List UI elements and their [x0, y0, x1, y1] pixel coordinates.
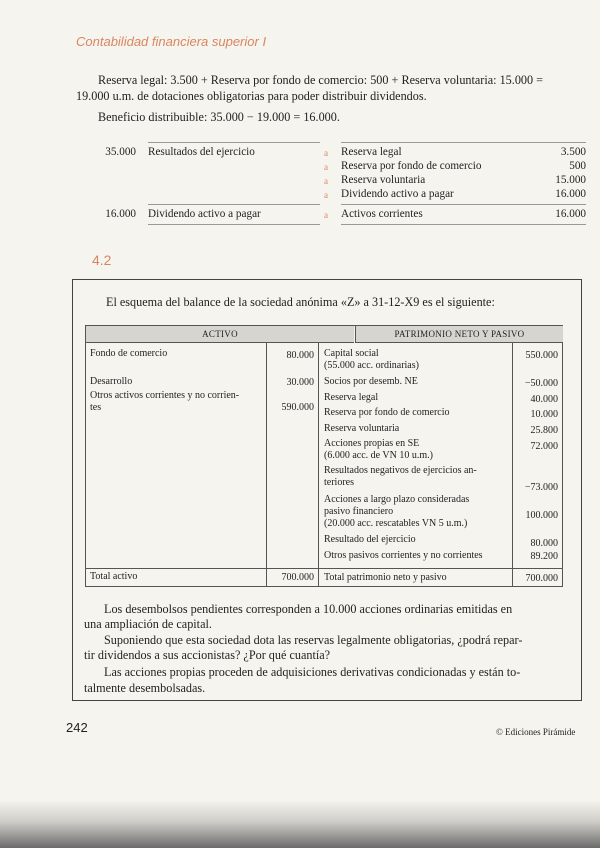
total-activo-label: Total activo — [90, 571, 138, 582]
solution-line-2: 19.000 u.m. de dotaciones obligatorias para poder distribuir dividendos. — [76, 89, 427, 103]
solution-line-3: Beneficio distribuible: 35.000 − 19.000 = 16.000. — [98, 110, 340, 124]
credit-amount: 16.000 — [555, 188, 586, 200]
debit-amount: 16.000 — [105, 208, 136, 220]
journal-rule — [341, 142, 586, 143]
pasivo-label: Capital social (55.000 acc. ordinarias) — [324, 348, 419, 371]
closing-p2a: Suponiendo que esta sociedad dota las reservas legalmente obligatorias, ¿podrá repar- — [104, 633, 523, 647]
a-marker: a — [324, 210, 328, 220]
pasivo-label: Acciones propias en SE (6.000 acc. de VN 10 u.m.) — [324, 438, 433, 461]
activo-value: 80.000 — [286, 350, 314, 361]
balance-sheet-table — [85, 325, 563, 587]
pasivo-value: 89.200 — [530, 551, 558, 562]
journal-row — [86, 160, 586, 174]
activo-label: Desarrollo — [90, 376, 133, 387]
credit-account: Dividendo activo a pagar — [341, 188, 454, 200]
pasivo-value: 80.000 — [530, 538, 558, 549]
publisher-credit: © Ediciones Pirámide — [496, 727, 576, 737]
running-head: Contabilidad financiera superior I — [76, 34, 267, 49]
pasivo-value: 72.000 — [530, 441, 558, 452]
pasivo-value: −50.000 — [524, 378, 558, 389]
pasivo-label: Resultados negativos de ejercicios an- teriores — [324, 465, 477, 488]
column-divider — [318, 342, 319, 586]
journal-rule — [341, 204, 586, 205]
closing-p3b: talmente desembolsadas. — [84, 681, 206, 695]
activo-header: ACTIVO — [86, 326, 354, 343]
column-divider — [266, 342, 267, 586]
a-marker: a — [324, 162, 328, 172]
closing-p2b: tir dividendos a sus accionistas? ¿Por qué cuantía? — [84, 648, 331, 662]
pasivo-value: 550.000 — [525, 350, 558, 361]
pasivo-label: Reserva legal — [324, 392, 379, 403]
page-edge-shadow — [0, 800, 600, 848]
pasivo-value: 100.000 — [525, 510, 558, 521]
pasivo-header: PATRIMONIO NETO Y PASIVO — [355, 326, 563, 343]
closing-p3a: Las acciones propias proceden de adquisiciones derivativas condicionadas y están to- — [104, 665, 521, 679]
pasivo-label: Otros pasivos corrientes y no corrientes — [324, 550, 483, 561]
column-divider — [512, 342, 513, 586]
pasivo-value: 25.800 — [530, 425, 558, 436]
a-marker: a — [324, 148, 328, 158]
activo-value: 590.000 — [281, 402, 314, 413]
total-divider — [86, 568, 562, 569]
debit-amount: 35.000 — [105, 146, 136, 158]
journal-row — [86, 146, 586, 160]
pasivo-label: Socios por desemb. NE — [324, 376, 418, 387]
solution-line-1: Reserva legal: 3.500 + Reserva por fondo de comercio: 500 + Reserva voluntaria: 15.000 = — [98, 73, 544, 87]
journal-rule — [148, 224, 320, 225]
a-marker: a — [324, 176, 328, 186]
pasivo-label: Resultado del ejercicio — [324, 534, 416, 545]
credit-account: Reserva por fondo de comercio — [341, 160, 482, 172]
pasivo-label: Acciones a largo plazo consideradas pasivo financiero (20.000 acc. rescatables VN 5 u.m.) — [324, 494, 470, 529]
credit-amount: 500 — [569, 160, 586, 172]
activo-value: 30.000 — [286, 377, 314, 388]
closing-p1b: una ampliación de capital. — [84, 617, 212, 631]
credit-account: Activos corrientes — [341, 208, 423, 220]
page-number: 242 — [66, 720, 88, 735]
activo-label: Otros activos corrientes y no corrien- tes — [90, 390, 240, 413]
pasivo-value: −73.000 — [524, 482, 558, 493]
journal-row — [86, 174, 586, 188]
journal-row — [86, 208, 586, 222]
total-pasivo-value: 700.000 — [525, 573, 558, 584]
credit-amount: 3.500 — [560, 146, 586, 158]
credit-account: Reserva legal — [341, 146, 402, 158]
closing-p1a: Los desembolsos pendientes corresponden a 10.000 acciones ordinarias emitidas en — [104, 602, 513, 616]
a-marker: a — [324, 190, 328, 200]
debit-account: Resultados del ejercicio — [148, 146, 255, 158]
journal-rule — [148, 142, 320, 143]
pasivo-value: 40.000 — [530, 394, 558, 405]
pasivo-label: Reserva por fondo de comercio — [324, 407, 450, 418]
debit-account: Dividendo activo a pagar — [148, 208, 261, 220]
credit-amount: 15.000 — [555, 174, 586, 186]
journal-row — [86, 188, 586, 202]
journal-rule — [148, 204, 320, 205]
activo-label: Fondo de comercio — [90, 348, 168, 359]
pasivo-value: 10.000 — [530, 409, 558, 420]
pasivo-label: Reserva voluntaria — [324, 423, 400, 434]
journal-rule — [341, 224, 586, 225]
exercise-intro: El esquema del balance de la sociedad anónima «Z» a 31-12-X9 es el siguiente: — [106, 295, 495, 309]
total-pasivo-label: Total patrimonio neto y pasivo — [324, 572, 447, 583]
credit-account: Reserva voluntaria — [341, 174, 426, 186]
credit-amount: 16.000 — [555, 208, 586, 220]
section-number: 4.2 — [92, 252, 112, 268]
total-activo-value: 700.000 — [281, 572, 314, 583]
